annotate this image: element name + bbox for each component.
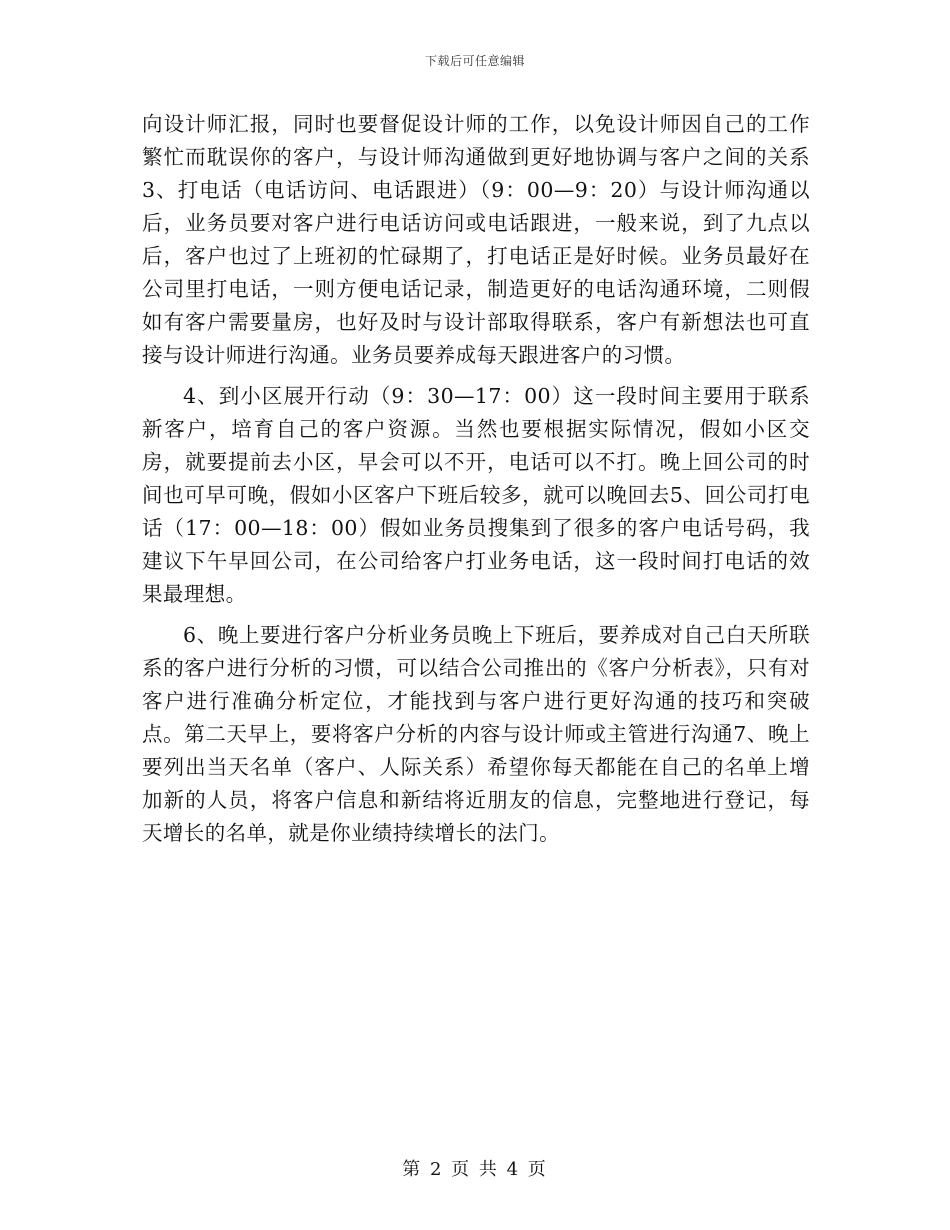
page-header: 下载后可任意编辑 bbox=[424, 54, 525, 68]
paragraph-3: 6、晚上要进行客户分析业务员晚上下班后，要养成对自己白天所联系的客户进行分析的习惯，可以结合公司推出的《客户分析表》，只有对客户进行准确分析定位，才能找到与客户进行更好沟通的技巧和突破点。第二天早上，要将客户分析的内容与设计师或主管进行沟通7、晚上要列出当天名单（客户、人际关系）希望你每天都能在自己的名单上增加新的人员，将客户信息和新结将近朋友的信息，完整地进行登记，每天增长的名单，就是你业绩持续增长的法门。 bbox=[142, 623, 810, 845]
paragraph-1: 向设计师汇报，同时也要督促设计师的工作，以免设计师因自己的工作繁忙而耽误你的客户，与设计师沟通做到更好地协调与客户之间的关系3、打电话（电话访问、电话跟进）（9：00—9：20）与设计师沟通以后，业务员要对客户进行电话访问或电话跟进，一般来说，到了九点以后，客户也过了上班初的忙碌期了，打电话正是好时候。业务员最好在公司里打电话，一则方便电话记录，制造更好的电话沟通环境，二则假如有客户需要量房，也好及时与设计部取得联系，客户有新想法也可直接与设计师进行沟通。业务员要养成每天跟进客户的习惯。 bbox=[142, 112, 810, 367]
document-body bbox=[142, 108, 810, 850]
page-footer: 第 2 页 共 4 页 bbox=[402, 1159, 548, 1180]
paragraph-2: 4、到小区展开行动（9：30—17：00）这一段时间主要用于联系新客户，培育自己的客户资源。当然也要根据实际情况，假如小区交房，就要提前去小区，早会可以不开，电话可以不打。晚上回公司的时间也可早可晚，假如小区客户下班后较多，就可以晚回去5、回公司打电话（17：00—18：00）假如业务员搜集到了很多的客户电话号码，我建议下午早回公司，在公司给客户打业务电话，这一段时间打电话的效果最理想。 bbox=[142, 384, 810, 606]
